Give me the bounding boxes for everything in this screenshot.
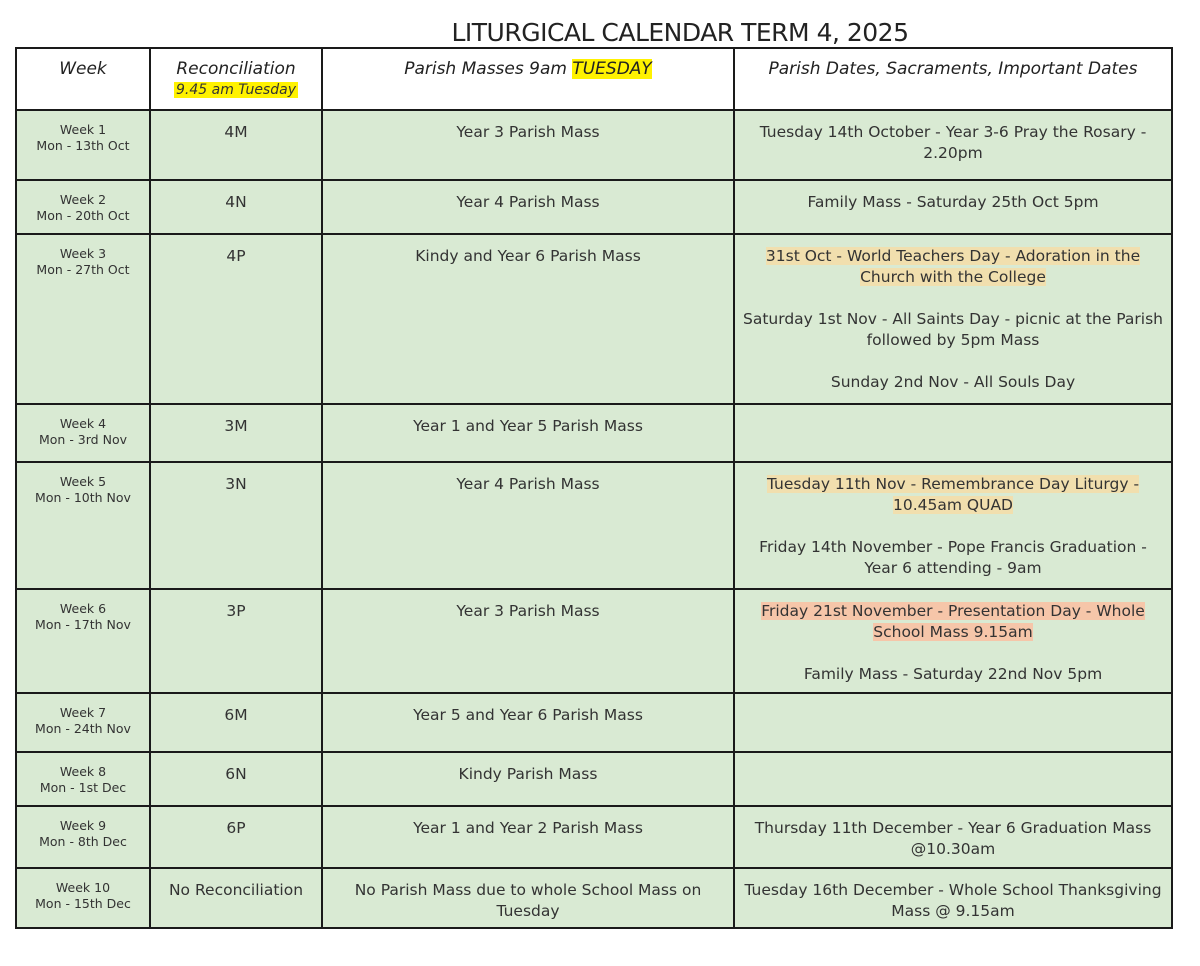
week-date: Mon - 27th Oct — [36, 262, 130, 277]
week-label: Week 9 — [59, 818, 107, 833]
week-label: Week 10 — [55, 880, 111, 895]
parish-mass-cell — [322, 234, 734, 404]
parish-mass-cell — [322, 693, 734, 752]
week-date: Mon - 8th Dec — [39, 834, 127, 849]
parish-dates-cell — [734, 110, 1172, 180]
parish-dates-cell — [734, 404, 1172, 462]
table-row — [16, 234, 1172, 404]
week-date: Mon - 20th Oct — [36, 208, 130, 223]
parish-mass-text: Year 3 Parish Mass — [456, 602, 600, 620]
parish-mass-text: Year 4 Parish Mass — [456, 475, 600, 493]
header-reconciliation-time: 9.45 am Tuesday — [176, 82, 296, 98]
page-title-text: LITURGICAL CALENDAR TERM 4, 2025 — [451, 18, 909, 47]
reconciliation-class: 6N — [225, 765, 247, 783]
event-item — [743, 309, 1163, 351]
week-cell — [16, 752, 150, 806]
parish-mass-cell — [322, 589, 734, 693]
event-text: Saturday 1st Nov - All Saints Day - picnic at the Parish followed by 5pm Mass — [743, 310, 1163, 349]
event-text: Family Mass - Saturday 25th Oct 5pm — [807, 193, 1099, 211]
parish-mass-cell — [322, 806, 734, 868]
header-masses-day: TUESDAY — [572, 59, 652, 79]
reconciliation-class: 3P — [226, 602, 246, 620]
event-text: Friday 14th November - Pope Francis Graduation - Year 6 attending - 9am — [759, 538, 1147, 577]
event-item — [743, 246, 1163, 288]
event-text: 31st Oct - World Teachers Day - Adoration in the Church with the College — [765, 247, 1141, 286]
parish-mass-cell — [322, 462, 734, 589]
parish-mass-cell — [322, 752, 734, 806]
parish-mass-text: No Parish Mass due to whole School Mass on Tuesday — [354, 881, 702, 920]
parish-dates-cell — [734, 806, 1172, 868]
parish-mass-cell — [322, 404, 734, 462]
week-cell — [16, 234, 150, 404]
event-item — [743, 372, 1163, 393]
event-text: Sunday 2nd Nov - All Souls Day — [830, 373, 1076, 391]
parish-mass-cell — [322, 868, 734, 928]
table-row — [16, 110, 1172, 180]
week-cell — [16, 404, 150, 462]
table-row — [16, 180, 1172, 234]
reconciliation-class: 3M — [224, 417, 248, 435]
parish-mass-text: Year 3 Parish Mass — [456, 123, 600, 141]
liturgical-calendar-table — [15, 47, 1173, 929]
header-masses-prefix: Parish Masses 9am — [404, 59, 573, 79]
week-date: Mon - 13th Oct — [36, 138, 130, 153]
parish-dates-cell — [734, 589, 1172, 693]
reconciliation-cell — [150, 180, 322, 234]
reconciliation-cell — [150, 110, 322, 180]
week-cell — [16, 180, 150, 234]
event-text: Tuesday 14th October - Year 3-6 Pray the Rosary - 2.20pm — [759, 123, 1147, 162]
parish-mass-text: Year 5 and Year 6 Parish Mass — [413, 706, 643, 724]
week-label: Week 5 — [59, 474, 107, 489]
table-row — [16, 693, 1172, 752]
parish-mass-cell — [322, 180, 734, 234]
week-cell — [16, 806, 150, 868]
week-date: Mon - 17th Nov — [35, 617, 131, 632]
header-week — [16, 48, 150, 110]
event-item — [743, 192, 1163, 213]
parish-dates-cell — [734, 180, 1172, 234]
week-cell — [16, 110, 150, 180]
week-label: Week 6 — [59, 601, 107, 616]
table-row — [16, 462, 1172, 589]
table-row — [16, 752, 1172, 806]
parish-mass-cell — [322, 110, 734, 180]
reconciliation-cell — [150, 404, 322, 462]
week-date: Mon - 1st Dec — [39, 780, 127, 795]
header-parish-dates — [734, 48, 1172, 110]
reconciliation-class: 6P — [226, 819, 246, 837]
week-cell — [16, 868, 150, 928]
week-date: Mon - 24th Nov — [35, 721, 131, 736]
reconciliation-class: 6M — [224, 706, 248, 724]
header-week-label: Week — [59, 59, 107, 79]
parish-dates-cell — [734, 752, 1172, 806]
event-item — [743, 474, 1163, 516]
reconciliation-class: 4M — [224, 123, 248, 141]
parish-dates-cell — [734, 234, 1172, 404]
week-label: Week 7 — [59, 705, 107, 720]
event-item — [743, 880, 1163, 922]
week-label: Week 2 — [59, 192, 107, 207]
reconciliation-cell — [150, 589, 322, 693]
header-reconciliation — [150, 48, 322, 110]
header-row — [16, 48, 1172, 110]
event-item — [743, 537, 1163, 579]
event-item — [743, 601, 1163, 643]
week-date: Mon - 15th Dec — [35, 896, 131, 911]
event-text: Thursday 11th December - Year 6 Graduation Mass @10.30am — [754, 819, 1152, 858]
reconciliation-cell — [150, 693, 322, 752]
reconciliation-class: No Reconciliation — [168, 881, 304, 899]
week-label: Week 8 — [59, 764, 107, 779]
week-cell — [16, 589, 150, 693]
page-title — [0, 18, 1040, 47]
week-cell — [16, 462, 150, 589]
reconciliation-cell — [150, 868, 322, 928]
calendar-body — [16, 110, 1172, 928]
week-date: Mon - 10th Nov — [35, 490, 131, 505]
parish-mass-text: Kindy and Year 6 Parish Mass — [415, 247, 641, 265]
parish-dates-cell — [734, 462, 1172, 589]
parish-dates-cell — [734, 868, 1172, 928]
week-label: Week 4 — [59, 416, 107, 431]
header-parish-masses-label — [323, 49, 733, 79]
reconciliation-cell — [150, 234, 322, 404]
event-text: Family Mass - Saturday 22nd Nov 5pm — [803, 665, 1103, 683]
reconciliation-cell — [150, 806, 322, 868]
header-reconciliation-label: Reconciliation — [176, 59, 296, 79]
header-parish-masses — [322, 48, 734, 110]
week-label: Week 3 — [59, 246, 107, 261]
parish-dates-cell — [734, 693, 1172, 752]
event-item — [743, 664, 1163, 685]
event-text: Tuesday 16th December - Whole School Thanksgiving Mass @ 9.15am — [744, 881, 1162, 920]
week-cell — [16, 693, 150, 752]
week-label: Week 1 — [59, 122, 107, 137]
header-parish-dates-label: Parish Dates, Sacraments, Important Dates — [768, 59, 1138, 79]
reconciliation-class: 3N — [225, 475, 247, 493]
reconciliation-cell — [150, 752, 322, 806]
event-item — [743, 122, 1163, 164]
event-text: Friday 21st November - Presentation Day - Whole School Mass 9.15am — [761, 602, 1145, 641]
table-row — [16, 589, 1172, 693]
event-item — [743, 818, 1163, 860]
parish-mass-text: Year 4 Parish Mass — [456, 193, 600, 211]
table-row — [16, 868, 1172, 928]
parish-mass-text: Year 1 and Year 5 Parish Mass — [413, 417, 643, 435]
table-row — [16, 806, 1172, 868]
reconciliation-cell — [150, 462, 322, 589]
parish-mass-text: Year 1 and Year 2 Parish Mass — [413, 819, 643, 837]
parish-mass-text: Kindy Parish Mass — [458, 765, 598, 783]
week-date: Mon - 3rd Nov — [39, 432, 127, 447]
reconciliation-class: 4N — [225, 193, 247, 211]
reconciliation-class: 4P — [226, 247, 246, 265]
table-row — [16, 404, 1172, 462]
event-text: Tuesday 11th Nov - Remembrance Day Liturgy - 10.45am QUAD — [766, 475, 1140, 514]
